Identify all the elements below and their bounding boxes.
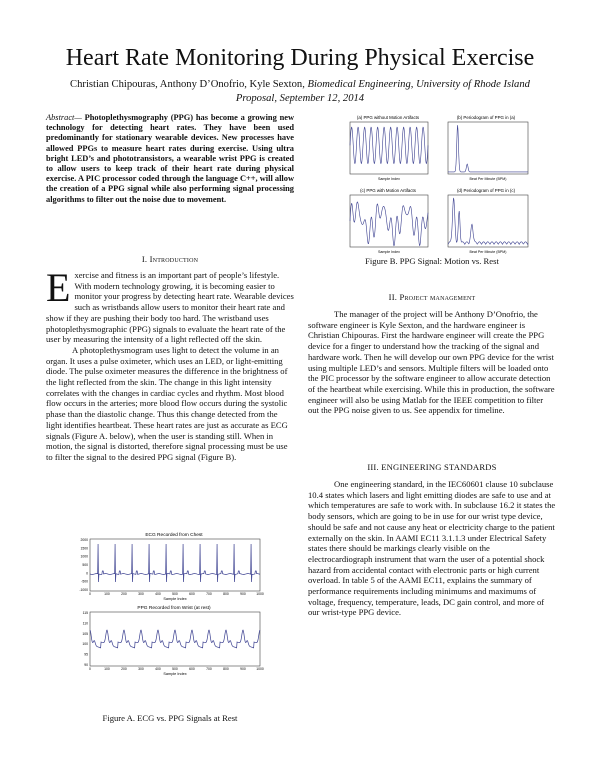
figure-a-bottom-title: PPG Recorded from Wrist (at rest) — [137, 606, 211, 611]
abstract-label: Abstract — [46, 113, 75, 122]
figure-b-b-xlabel: Beat Per Minute (BPM) — [469, 177, 507, 181]
es-heading: III. ENGINEERING STANDARDS — [367, 462, 497, 472]
figure-a-bottom-xtick: 100 — [104, 667, 110, 671]
es-p1: One engineering standard, in the IEC60601 clause 10 subclause 10.4 states which lasers and light emitting diodes are safe to use and at which temperatures are safe to work with. In subclause 16.2 it states the body sensors, which are going to be in use for our wrist type device, should be safe and not cause any heat or electricity charge to the patient externally on the skin. In AAMI EC11 3.1.1.3 under Electrical Safety states there should be markings clearly visible on the electrocardiograph instrument that warn the user of a potential shock hazard from accidental contact with electronic parts or high current overload. In table 5 of the AAMI EC11, explains the summary of performance requirements including minimums and maximums of voltage, frequency, temperature, leads, DC gain control, and more of our wrist-type PPG device. — [308, 479, 556, 618]
intro-p1: xercise and fitness is an important part of people’s lifestyle. With modern technology growing, it is becoming easier to monitor your progress by detecting heart rate. Wearable devices such as wristbands allow users to monitor their heart rate and show if they are pushing their body too hard. The wristband uses photoplethysmographic (PPG) signals to evaluate the heart rate of the user by measuring the intensity of a light reflected off the skin. — [46, 270, 294, 345]
intro-heading-text: Introduction — [149, 254, 199, 264]
abstract — [46, 113, 294, 205]
figure-a-top-xtick: 0 — [89, 592, 91, 596]
figure-b-d-title: (d) Periodogram of PPG in (c) — [456, 188, 516, 193]
figure-b-d-xlabel: Beat Per Minute (BPM) — [469, 250, 507, 254]
figure-a-top-ytick: -1000 — [79, 588, 88, 592]
figure-a-top-xtick: 700 — [206, 592, 212, 596]
proposal-date: Proposal, September 12, 2014 — [235, 93, 365, 104]
ppg-rest-trace — [350, 127, 428, 163]
intro-heading-num: I. — [141, 254, 148, 264]
figure-a-caption: Figure A. ECG vs. PPG Signals at Rest — [102, 713, 238, 723]
abstract-text: Photoplethysmography (PPG) has become a growing new technology for detecting heart rates. They have been used predominantly for stationary wearable devices. New processes have allowed PPGs to measure heart rates during exercise. Using ultra bright LED’s and phototransistors, a wearable wrist PPG is created to allow users to keep track of their heart rate during physical exercise. A PIC processor coded through the language C++, will allow the creation of a PPG signal while also performing signal processing algorithms to filter out the noise due to movement. — [46, 113, 294, 204]
figure-a-bottom-xtick: 800 — [223, 667, 229, 671]
pm-heading-num: II. — [388, 292, 398, 302]
figure-a-bottom-ytick: 90 — [84, 663, 88, 667]
paper-title: Heart Rate Monitoring During Physical Exercise — [65, 45, 535, 71]
figure-a-bottom-ytick: 115 — [82, 611, 88, 615]
figure-a-top-xtick: 800 — [223, 592, 229, 596]
ppg-motion-trace — [350, 202, 428, 246]
intro-p2: A photoplethysmogram uses light to detect the volume in an organ. It uses a pulse oximeter, which uses an LED, or light-emitting diode. The pulse oximeter measures the difference in the brightness of the light reflected from the skin. The change in this light intensity correlates with the changes in cardiac cycles and rhythm. Most blood flow occurs in the arteries; more blood flow occurs during the systolic phase than the diastolic change. Thus this change detected from the light identifies heartbeat. These heart rates are just as accurate as ECG signals (Figure A. below), when the user is standing still. When in motion, the signal is distorted, therefore signal processing must be use to filter the signal to the desired PPG signal (Figure B). — [46, 344, 288, 462]
drop-cap: E — [46, 265, 71, 310]
figure-b-b-title: (b) Periodogram of PPG in (a) — [456, 115, 516, 120]
figure-a-bottom-xtick: 400 — [155, 667, 161, 671]
figure-a-top-ytick: 2000 — [80, 538, 88, 542]
figure-a-bottom-ytick: 105 — [82, 631, 88, 636]
figure-a-bottom-xtick: 300 — [138, 667, 144, 671]
figure-a-bottom-axes — [90, 612, 260, 666]
figure-a-top-xtick: 300 — [138, 592, 144, 596]
intro-body — [46, 265, 294, 463]
figure-a-top-xtick: 900 — [240, 592, 246, 596]
figure-b-c-xlabel: Sample Index — [378, 250, 400, 254]
es-section — [308, 462, 556, 618]
figure-a-bottom-xtick: 700 — [206, 667, 212, 671]
figure-a-bottom-ytick: 110 — [82, 621, 88, 626]
figure-a-top-ytick: 1000 — [80, 554, 88, 559]
figure-a-bottom-ytick: 100 — [82, 642, 88, 647]
intro-section — [46, 254, 294, 463]
affiliation: Biomedical Engineering, University of Rhode Island — [307, 79, 530, 90]
ecg-trace — [90, 544, 260, 582]
pm-heading-text: Project management — [399, 292, 476, 302]
figure-b-a-xlabel: Sample Index — [378, 177, 400, 181]
figure-b-caption: Figure B. PPG Signal: Motion vs. Rest — [365, 256, 499, 266]
figure-a-top-ytick: -500 — [81, 579, 88, 584]
figure-b-b-axes — [448, 122, 528, 174]
abstract-dash: — — [74, 113, 82, 122]
pm-heading — [308, 292, 556, 302]
periodogram-rest-trace — [448, 125, 528, 172]
author-line — [0, 78, 600, 91]
figure-b-plot — [338, 112, 538, 267]
figure-a-top-xtick: 400 — [155, 592, 161, 596]
figure-b — [338, 112, 538, 267]
figure-a-bottom-xtick: 1000 — [256, 667, 264, 671]
pm-section — [308, 292, 556, 416]
figure-a-top-ytick: 500 — [82, 563, 88, 567]
figure-a-bottom-xtick: 600 — [189, 667, 195, 671]
figure-a — [68, 530, 273, 695]
figure-a-bottom-xtick: 200 — [121, 667, 127, 671]
periodogram-motion-trace — [448, 198, 528, 244]
figure-a-top-xtick: 100 — [104, 592, 110, 596]
figure-a-top-xtick: 1000 — [256, 592, 264, 596]
figure-a-top-xtick: 500 — [172, 592, 178, 596]
figure-a-top-xtick: 600 — [189, 592, 195, 596]
ppg-trace — [90, 630, 260, 648]
intro-heading — [46, 254, 294, 264]
figure-a-top-ytick: 0 — [86, 571, 88, 576]
authors: Christian Chipouras, Anthony D’Onofrio, Kyle Sexton, — [70, 79, 305, 90]
figure-b-c-axes — [350, 195, 428, 247]
figure-a-top-xtick: 200 — [121, 592, 127, 596]
figure-a-top-xlabel: Sample Index — [163, 597, 187, 601]
figure-a-bottom-xtick: 0 — [89, 667, 91, 671]
pm-p1: The manager of the project will be Anthony D’Onofrio, the software engineer is Kyle Sexton, and the hardware engineer is Christian Chipouras. First the hardware engineer will create the PPG device for a finger to understand how the tracking of the signal and hardware work. Then he will develop our own PPG device for the wrist using multiple LED’s and sensors. Multiple filters will be loaded onto the PIC processor by the software engineer to allow accurate detection of the heartbeat while exercising. While this in production, the software engineer will also be using Matlab for the IEEE competition to filter out the PPG noise given to us. See appendix for timeline. — [308, 309, 555, 416]
figure-a-bottom-xtick: 900 — [240, 667, 246, 671]
figure-a-bottom-xtick: 500 — [172, 667, 178, 671]
figure-a-bottom-ytick: 95 — [84, 652, 88, 657]
figure-a-plot — [68, 530, 273, 695]
figure-a-bottom-xlabel: Sample Index — [163, 672, 187, 676]
figure-a-top-title: ECG Recorded from Chest — [145, 533, 203, 538]
figure-b-c-title: (c) PPG with Motion Artifacts — [360, 188, 416, 193]
figure-a-top-ytick: 1500 — [80, 546, 88, 551]
pm-body — [308, 309, 556, 416]
es-body — [308, 479, 556, 618]
figure-b-a-title: (a) PPG without Motion Artifacts — [356, 115, 420, 120]
